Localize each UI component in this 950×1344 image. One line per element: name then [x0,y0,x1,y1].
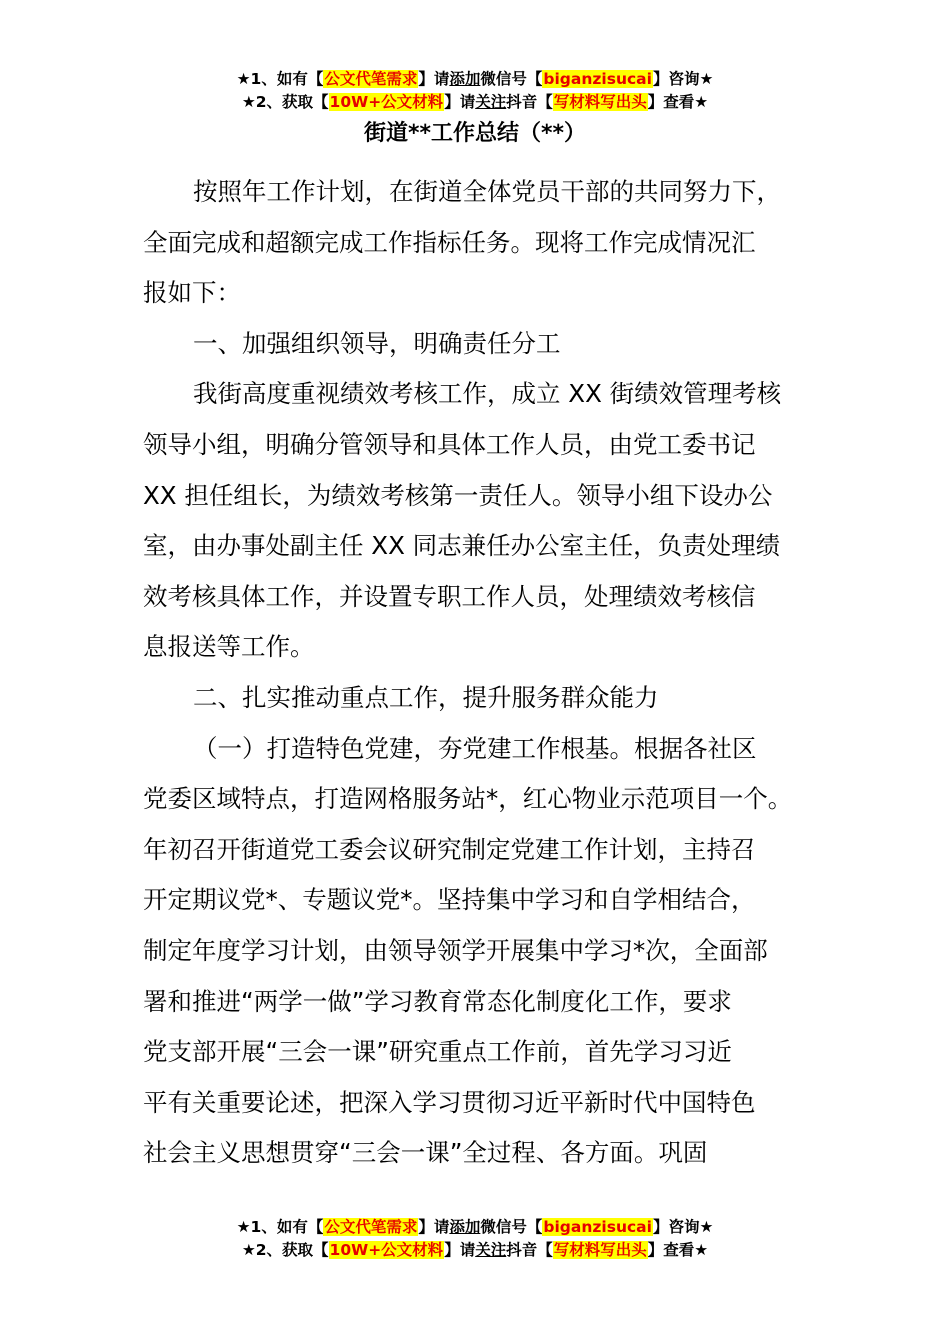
banner-text: 抖音【 [506,1241,553,1259]
banner-text: 微信号【 [480,70,543,88]
body-line: 领导小组，明确分管领导和具体工作人员，由党工委书记 [143,429,756,459]
banner-highlight: biganzisucai [543,70,652,88]
document-body [143,167,811,1179]
banner-highlight: biganzisucai [543,1218,652,1236]
body-line: 全面完成和超额完成工作指标任务。现将工作完成情况汇 [143,227,756,257]
banner-underline: 关注 [475,1241,507,1259]
banner-highlight: 写材料写出头 [553,93,647,111]
banner-text: 抖音【 [506,93,553,111]
body-line: XX 担任组长，为绩效考核第一责任人。领导小组下设办公 [143,480,773,510]
body-line: 息报送等工作。 [143,632,315,662]
body-line: 室，由办事处副主任 XX 同志兼任办公室主任，负责处理绩 [143,531,781,561]
banner-text: 】请 [444,93,476,111]
banner-line-1 [0,1216,950,1239]
banner-highlight: 写材料写出头 [553,1241,647,1259]
banner-highlight: 10W+公文材料 [329,1241,444,1259]
document-title: 街道**工作总结（**） [363,121,587,146]
banner-text: 】请 [418,70,450,88]
banner-underline: 添加 [449,1218,481,1236]
banner-text: 】查看★ [647,93,709,111]
body-line: 署和推进“两学一做”学习教育常态化制度化工作，要求 [143,986,732,1016]
header-banner [0,68,950,114]
body-line: 报如下： [143,278,241,308]
banner-text: 】咨询★ [652,1218,714,1236]
body-line: 按照年工作计划，在街道全体党员干部的共同努力下， [193,177,781,206]
banner-highlight: 公文代笔需求 [324,70,418,88]
banner-text: ★1、如有【 [236,70,324,88]
footer-banner [0,1216,950,1262]
body-line: （一）打造特色党建，夯党建工作根基。根据各社区 [193,733,757,763]
body-line: 党委区域特点，打造网格服务站*，红心物业示范项目一个。 [143,784,793,814]
banner-highlight: 公文代笔需求 [324,1218,418,1236]
banner-text: 】查看★ [647,1241,709,1259]
section-heading-1: 一、加强组织领导，明确责任分工 [193,328,561,358]
body-line: 平有关重要论述，把深入学习贯彻习近平新时代中国特色 [143,1087,756,1117]
banner-underline: 添加 [449,70,481,88]
body-line: 我街高度重视绩效考核工作，成立 XX 街绩效管理考核 [193,379,782,409]
section-heading-2: 二、扎实推动重点工作，提升服务群众能力 [193,682,659,712]
banner-line-2 [0,91,950,114]
body-line: 年初召开街道党工委会议研究制定党建工作计划，主持召 [143,834,756,864]
banner-text: 微信号【 [480,1218,543,1236]
banner-text: ★2、获取【 [241,93,329,111]
banner-text: 】咨询★ [652,70,714,88]
body-line: 效考核具体工作，并设置专职工作人员，处理绩效考核信 [143,581,756,611]
banner-text: 】请 [444,1241,476,1259]
banner-line-2 [0,1239,950,1262]
body-line: 制定年度学习计划，由领导领学开展集中学习*次，全面部 [143,935,768,965]
body-line: 开定期议党*、专题议党*。坚持集中学习和自学相结合， [143,885,756,915]
banner-underline: 关注 [475,93,507,111]
banner-text: ★1、如有【 [236,1218,324,1236]
banner-text: 】请 [418,1218,450,1236]
banner-text: ★2、获取【 [241,1241,329,1259]
banner-line-1 [0,68,950,91]
body-line: 社会主义思想贯穿“三会一课”全过程、各方面。巩固 [143,1138,708,1168]
banner-highlight: 10W+公文材料 [329,93,444,111]
body-line: 党支部开展“三会一课”研究重点工作前，首先学习习近 [143,1037,732,1067]
